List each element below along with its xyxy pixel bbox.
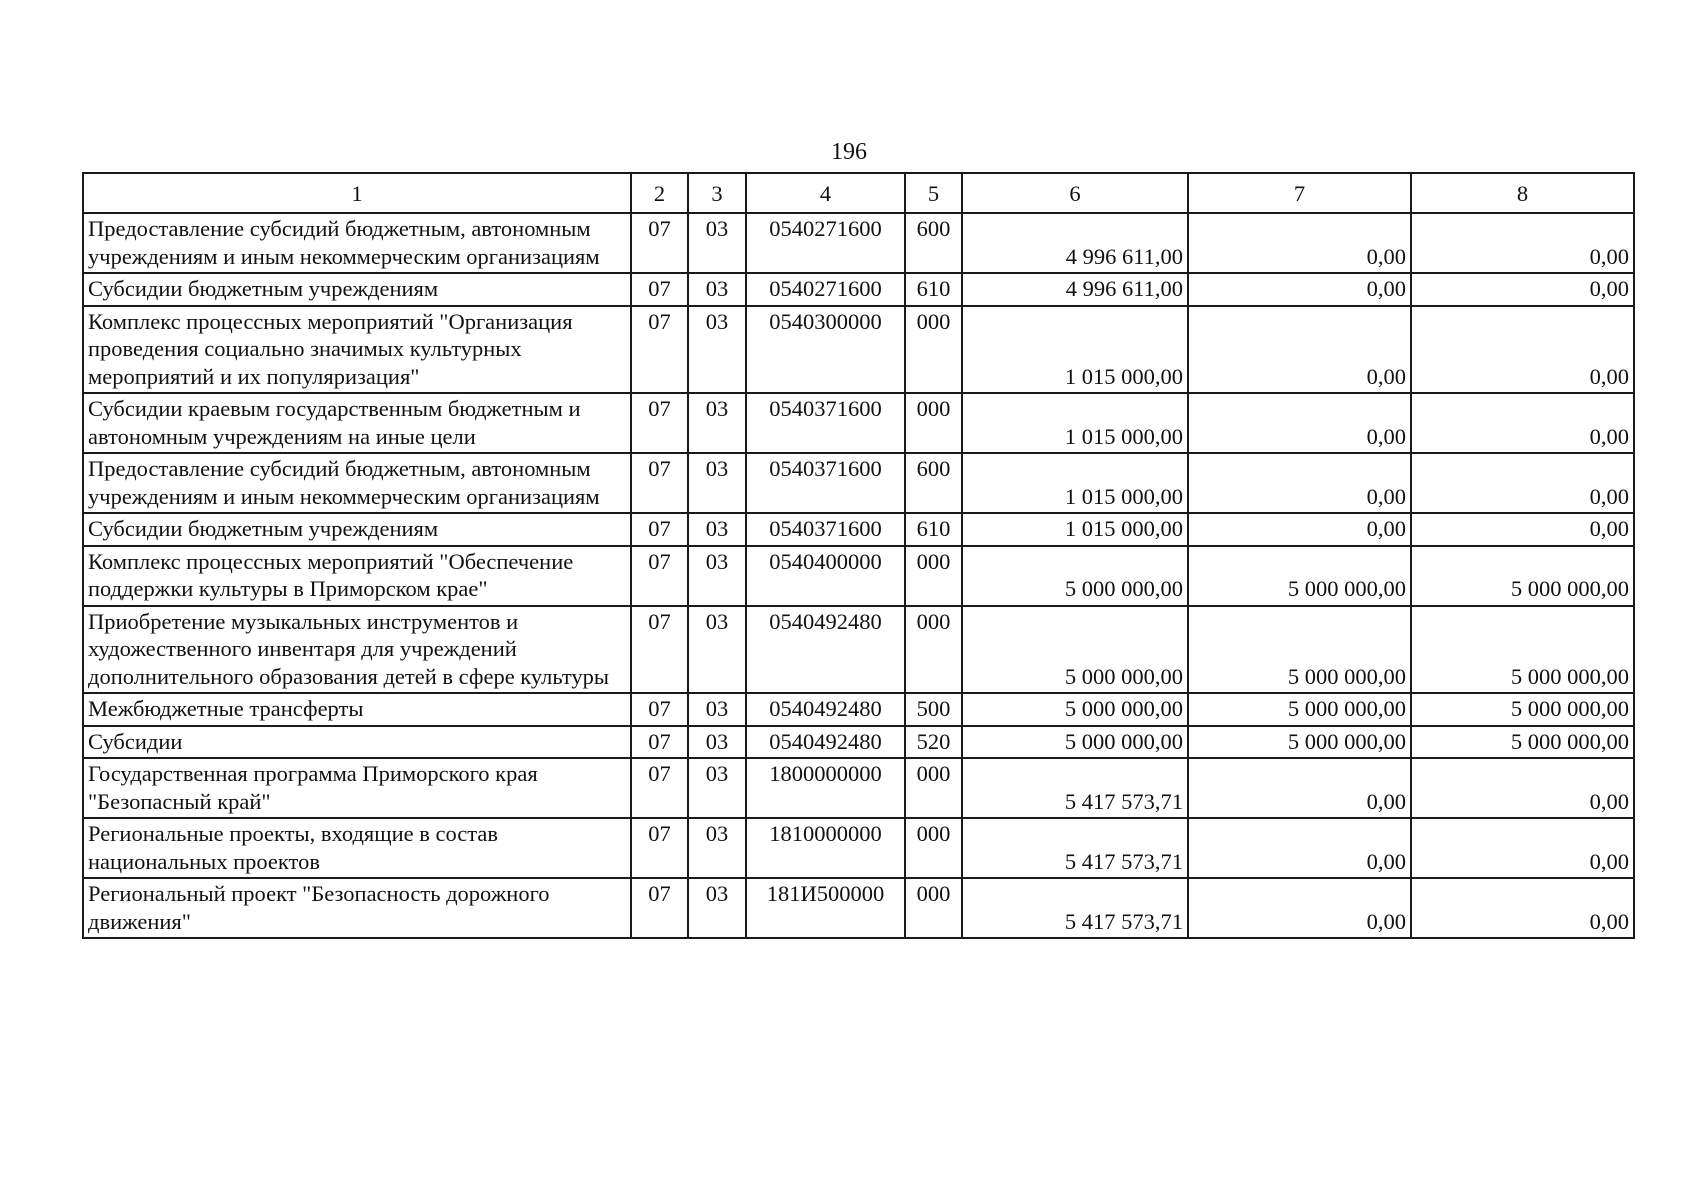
- row-amount-8: 0,00: [1411, 453, 1634, 513]
- row-expense-type: 610: [905, 513, 962, 546]
- row-name: Региональный проект "Безопасность дорожного движения": [83, 878, 631, 938]
- table-row: [83, 693, 1634, 726]
- row-name: Субсидии: [83, 726, 631, 759]
- row-amount-8: 0,00: [1411, 513, 1634, 546]
- row-target-article: 0540492480: [746, 726, 905, 759]
- budget-table: [82, 172, 1635, 939]
- header-row: [83, 173, 1634, 213]
- row-target-article: 181И500000: [746, 878, 905, 938]
- row-section: 07: [631, 606, 688, 694]
- row-target-article: 0540371600: [746, 513, 905, 546]
- column-header-4: 4: [746, 173, 905, 213]
- row-amount-6: 1 015 000,00: [962, 306, 1188, 394]
- row-expense-type: 000: [905, 818, 962, 878]
- column-header-5: 5: [905, 173, 962, 213]
- row-amount-6: 5 000 000,00: [962, 546, 1188, 606]
- row-target-article: 1810000000: [746, 818, 905, 878]
- row-target-article: 1800000000: [746, 758, 905, 818]
- row-section: 07: [631, 878, 688, 938]
- column-header-6: 6: [962, 173, 1188, 213]
- row-name: Комплекс процессных мероприятий "Обеспечение поддержки культуры в Приморском крае": [83, 546, 631, 606]
- row-target-article: 0540371600: [746, 453, 905, 513]
- row-amount-7: 0,00: [1188, 306, 1411, 394]
- row-amount-7: 0,00: [1188, 453, 1411, 513]
- row-expense-type: 600: [905, 213, 962, 273]
- table-row: [83, 306, 1634, 394]
- row-amount-7: 0,00: [1188, 818, 1411, 878]
- row-amount-7: 5 000 000,00: [1188, 606, 1411, 694]
- row-target-article: 0540371600: [746, 393, 905, 453]
- row-name: Государственная программа Приморского края "Безопасный край": [83, 758, 631, 818]
- table-row: [83, 546, 1634, 606]
- row-expense-type: 600: [905, 453, 962, 513]
- row-section: 07: [631, 818, 688, 878]
- row-amount-8: 0,00: [1411, 306, 1634, 394]
- row-section: 07: [631, 453, 688, 513]
- row-amount-7: 5 000 000,00: [1188, 693, 1411, 726]
- row-subsection: 03: [688, 693, 746, 726]
- row-amount-7: 5 000 000,00: [1188, 546, 1411, 606]
- row-section: 07: [631, 513, 688, 546]
- row-amount-8: 0,00: [1411, 878, 1634, 938]
- row-amount-7: 0,00: [1188, 213, 1411, 273]
- row-expense-type: 500: [905, 693, 962, 726]
- row-expense-type: 610: [905, 273, 962, 306]
- row-section: 07: [631, 546, 688, 606]
- row-name: Субсидии бюджетным учреждениям: [83, 513, 631, 546]
- row-target-article: 0540492480: [746, 606, 905, 694]
- row-amount-6: 5 000 000,00: [962, 693, 1188, 726]
- row-amount-6: 4 996 611,00: [962, 273, 1188, 306]
- column-header-7: 7: [1188, 173, 1411, 213]
- row-amount-8: 0,00: [1411, 758, 1634, 818]
- row-expense-type: 000: [905, 606, 962, 694]
- row-name: Предоставление субсидий бюджетным, автономным учреждениям и иным некоммерческим организациям: [83, 453, 631, 513]
- row-expense-type: 000: [905, 546, 962, 606]
- row-amount-7: 5 000 000,00: [1188, 726, 1411, 759]
- table-row: [83, 726, 1634, 759]
- table-row: [83, 273, 1634, 306]
- row-expense-type: 000: [905, 758, 962, 818]
- row-amount-8: 0,00: [1411, 393, 1634, 453]
- row-name: Комплекс процессных мероприятий "Организация проведения социально значимых культурных мероприятий и их популяризация": [83, 306, 631, 394]
- row-section: 07: [631, 758, 688, 818]
- row-amount-7: 0,00: [1188, 393, 1411, 453]
- page-number: 196: [831, 139, 867, 165]
- row-section: 07: [631, 393, 688, 453]
- row-name: Межбюджетные трансферты: [83, 693, 631, 726]
- row-amount-6: 5 000 000,00: [962, 726, 1188, 759]
- table-row: [83, 606, 1634, 694]
- row-target-article: 0540300000: [746, 306, 905, 394]
- table-row: [83, 878, 1634, 938]
- row-amount-8: 0,00: [1411, 213, 1634, 273]
- row-amount-7: 0,00: [1188, 513, 1411, 546]
- row-section: 07: [631, 306, 688, 394]
- row-subsection: 03: [688, 393, 746, 453]
- row-amount-8: 5 000 000,00: [1411, 546, 1634, 606]
- table-row: [83, 453, 1634, 513]
- row-name: Региональные проекты, входящие в состав национальных проектов: [83, 818, 631, 878]
- row-section: 07: [631, 726, 688, 759]
- row-subsection: 03: [688, 513, 746, 546]
- row-amount-8: 5 000 000,00: [1411, 726, 1634, 759]
- row-expense-type: 000: [905, 878, 962, 938]
- table-row: [83, 513, 1634, 546]
- row-subsection: 03: [688, 546, 746, 606]
- row-amount-6: 1 015 000,00: [962, 453, 1188, 513]
- row-subsection: 03: [688, 758, 746, 818]
- row-subsection: 03: [688, 273, 746, 306]
- row-section: 07: [631, 213, 688, 273]
- row-subsection: 03: [688, 726, 746, 759]
- row-amount-6: 5 417 573,71: [962, 758, 1188, 818]
- row-amount-8: 0,00: [1411, 818, 1634, 878]
- row-subsection: 03: [688, 606, 746, 694]
- row-name: Субсидии бюджетным учреждениям: [83, 273, 631, 306]
- row-section: 07: [631, 693, 688, 726]
- column-header-3: 3: [688, 173, 746, 213]
- table-row: [83, 213, 1634, 273]
- row-expense-type: 000: [905, 306, 962, 394]
- row-target-article: 0540271600: [746, 273, 905, 306]
- row-amount-7: 0,00: [1188, 758, 1411, 818]
- row-subsection: 03: [688, 453, 746, 513]
- row-amount-6: 4 996 611,00: [962, 213, 1188, 273]
- row-subsection: 03: [688, 213, 746, 273]
- column-header-2: 2: [631, 173, 688, 213]
- row-name: Предоставление субсидий бюджетным, автономным учреждениям и иным некоммерческим организациям: [83, 213, 631, 273]
- column-header-8: 8: [1411, 173, 1634, 213]
- row-subsection: 03: [688, 306, 746, 394]
- table-row: [83, 758, 1634, 818]
- row-amount-6: 5 417 573,71: [962, 818, 1188, 878]
- table-row: [83, 393, 1634, 453]
- row-name: Приобретение музыкальных инструментов и художественного инвентаря для учреждений дополнительного образования детей в сфере культуры: [83, 606, 631, 694]
- row-target-article: 0540271600: [746, 213, 905, 273]
- row-section: 07: [631, 273, 688, 306]
- column-header-1: 1: [83, 173, 631, 213]
- row-amount-6: 5 417 573,71: [962, 878, 1188, 938]
- row-amount-6: 1 015 000,00: [962, 393, 1188, 453]
- row-amount-6: 5 000 000,00: [962, 606, 1188, 694]
- row-subsection: 03: [688, 878, 746, 938]
- row-subsection: 03: [688, 818, 746, 878]
- row-amount-7: 0,00: [1188, 273, 1411, 306]
- row-name: Субсидии краевым государственным бюджетным и автономным учреждениям на иные цели: [83, 393, 631, 453]
- row-amount-8: 5 000 000,00: [1411, 606, 1634, 694]
- table-row: [83, 818, 1634, 878]
- row-amount-6: 1 015 000,00: [962, 513, 1188, 546]
- row-expense-type: 000: [905, 393, 962, 453]
- row-amount-7: 0,00: [1188, 878, 1411, 938]
- row-amount-8: 5 000 000,00: [1411, 693, 1634, 726]
- row-amount-8: 0,00: [1411, 273, 1634, 306]
- row-target-article: 0540492480: [746, 693, 905, 726]
- row-target-article: 0540400000: [746, 546, 905, 606]
- row-expense-type: 520: [905, 726, 962, 759]
